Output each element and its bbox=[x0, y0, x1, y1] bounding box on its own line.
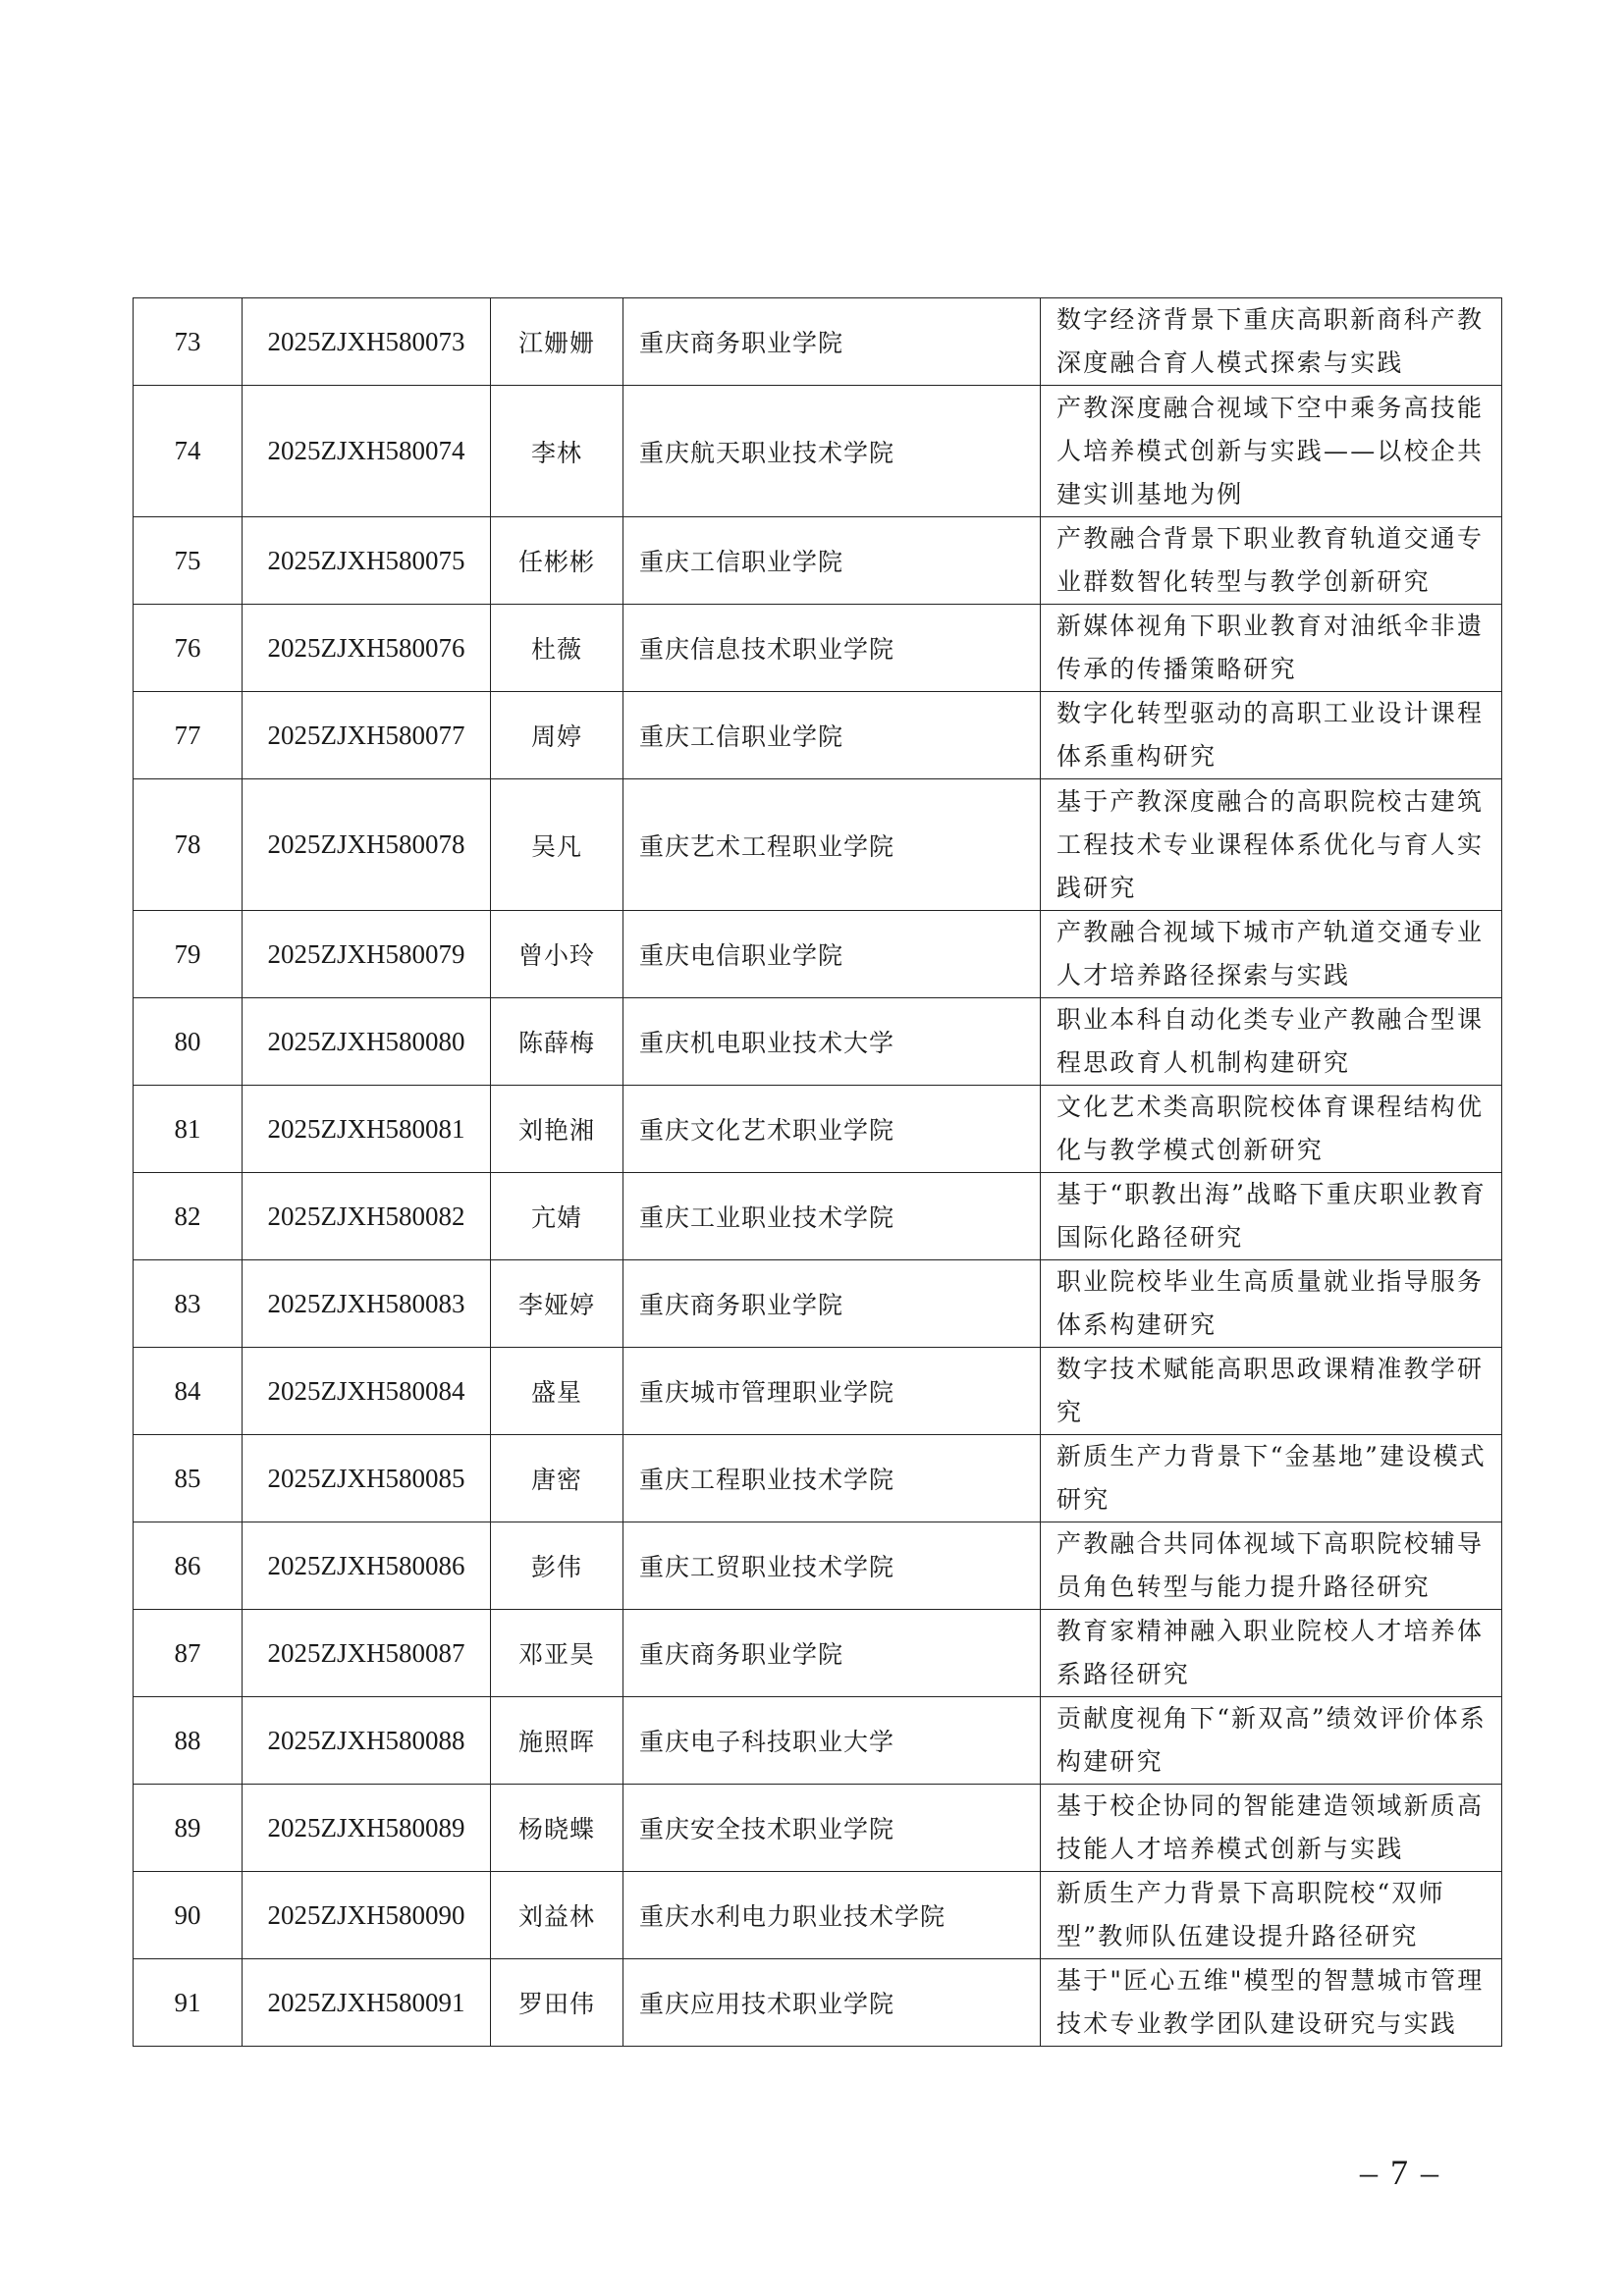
applicant-name-cell: 施照晖 bbox=[491, 1697, 623, 1785]
project-title-cell: 新质生产力背景下“金基地”建设模式研究 bbox=[1041, 1435, 1502, 1522]
row-index-cell: 78 bbox=[134, 779, 243, 911]
school-name-cell: 重庆文化艺术职业学院 bbox=[623, 1086, 1041, 1173]
applicant-name-cell: 刘益林 bbox=[491, 1872, 623, 1959]
table-body bbox=[134, 298, 1502, 2047]
row-index-cell: 73 bbox=[134, 298, 243, 386]
project-code-cell: 2025ZJXH580084 bbox=[243, 1348, 491, 1435]
project-title-cell: 基于校企协同的智能建造领域新质高技能人才培养模式创新与实践 bbox=[1041, 1785, 1502, 1872]
table-row bbox=[134, 605, 1502, 692]
applicant-name-cell: 江姗姗 bbox=[491, 298, 623, 386]
project-code-cell: 2025ZJXH580079 bbox=[243, 911, 491, 998]
project-title-cell: 基于“职教出海”战略下重庆职业教育国际化路径研究 bbox=[1041, 1173, 1502, 1260]
project-title-cell: 产教深度融合视域下空中乘务高技能人培养模式创新与实践——以校企共建实训基地为例 bbox=[1041, 386, 1502, 517]
project-code-cell: 2025ZJXH580087 bbox=[243, 1610, 491, 1697]
project-title-cell: 产教融合共同体视域下高职院校辅导员角色转型与能力提升路径研究 bbox=[1041, 1522, 1502, 1610]
applicant-name-cell: 李林 bbox=[491, 386, 623, 517]
row-index-cell: 79 bbox=[134, 911, 243, 998]
applicant-name-cell: 盛星 bbox=[491, 1348, 623, 1435]
project-code-cell: 2025ZJXH580089 bbox=[243, 1785, 491, 1872]
project-title-cell: 文化艺术类高职院校体育课程结构优化与教学模式创新研究 bbox=[1041, 1086, 1502, 1173]
school-name-cell: 重庆商务职业学院 bbox=[623, 1260, 1041, 1348]
project-code-cell: 2025ZJXH580090 bbox=[243, 1872, 491, 1959]
project-code-cell: 2025ZJXH580076 bbox=[243, 605, 491, 692]
table-row bbox=[134, 1435, 1502, 1522]
school-name-cell: 重庆工信职业学院 bbox=[623, 692, 1041, 779]
row-index-cell: 82 bbox=[134, 1173, 243, 1260]
school-name-cell: 重庆电信职业学院 bbox=[623, 911, 1041, 998]
project-title-cell: 产教融合视域下城市产轨道交通专业人才培养路径探索与实践 bbox=[1041, 911, 1502, 998]
table-row bbox=[134, 1610, 1502, 1697]
school-name-cell: 重庆电子科技职业大学 bbox=[623, 1697, 1041, 1785]
row-index-cell: 83 bbox=[134, 1260, 243, 1348]
applicant-name-cell: 杨晓蝶 bbox=[491, 1785, 623, 1872]
project-code-cell: 2025ZJXH580074 bbox=[243, 386, 491, 517]
school-name-cell: 重庆艺术工程职业学院 bbox=[623, 779, 1041, 911]
table-row bbox=[134, 1348, 1502, 1435]
school-name-cell: 重庆商务职业学院 bbox=[623, 298, 1041, 386]
school-name-cell: 重庆工贸职业技术学院 bbox=[623, 1522, 1041, 1610]
row-index-cell: 74 bbox=[134, 386, 243, 517]
row-index-cell: 81 bbox=[134, 1086, 243, 1173]
table-row bbox=[134, 779, 1502, 911]
school-name-cell: 重庆工信职业学院 bbox=[623, 517, 1041, 605]
page-number: – 7 – bbox=[1360, 2153, 1440, 2192]
applicant-name-cell: 任彬彬 bbox=[491, 517, 623, 605]
table-row bbox=[134, 998, 1502, 1086]
table-row bbox=[134, 911, 1502, 998]
project-code-cell: 2025ZJXH580088 bbox=[243, 1697, 491, 1785]
table-row bbox=[134, 1872, 1502, 1959]
project-title-cell: 贡献度视角下“新双高”绩效评价体系构建研究 bbox=[1041, 1697, 1502, 1785]
school-name-cell: 重庆商务职业学院 bbox=[623, 1610, 1041, 1697]
table-row bbox=[134, 298, 1502, 386]
project-code-cell: 2025ZJXH580086 bbox=[243, 1522, 491, 1610]
table-row bbox=[134, 1522, 1502, 1610]
row-index-cell: 89 bbox=[134, 1785, 243, 1872]
project-code-cell: 2025ZJXH580075 bbox=[243, 517, 491, 605]
project-title-cell: 职业院校毕业生高质量就业指导服务体系构建研究 bbox=[1041, 1260, 1502, 1348]
project-code-cell: 2025ZJXH580082 bbox=[243, 1173, 491, 1260]
row-index-cell: 86 bbox=[134, 1522, 243, 1610]
project-title-cell: 数字技术赋能高职思政课精准教学研究 bbox=[1041, 1348, 1502, 1435]
row-index-cell: 84 bbox=[134, 1348, 243, 1435]
table-row bbox=[134, 1086, 1502, 1173]
school-name-cell: 重庆工业职业技术学院 bbox=[623, 1173, 1041, 1260]
table-row bbox=[134, 1173, 1502, 1260]
school-name-cell: 重庆水利电力职业技术学院 bbox=[623, 1872, 1041, 1959]
project-title-cell: 职业本科自动化类专业产教融合型课程思政育人机制构建研究 bbox=[1041, 998, 1502, 1086]
table-row bbox=[134, 1785, 1502, 1872]
row-index-cell: 77 bbox=[134, 692, 243, 779]
school-name-cell: 重庆航天职业技术学院 bbox=[623, 386, 1041, 517]
school-name-cell: 重庆应用技术职业学院 bbox=[623, 1959, 1041, 2047]
table-row bbox=[134, 692, 1502, 779]
project-title-cell: 数字经济背景下重庆高职新商科产教深度融合育人模式探索与实践 bbox=[1041, 298, 1502, 386]
project-code-cell: 2025ZJXH580085 bbox=[243, 1435, 491, 1522]
project-title-cell: 基于产教深度融合的高职院校古建筑工程技术专业课程体系优化与育人实践研究 bbox=[1041, 779, 1502, 911]
project-code-cell: 2025ZJXH580091 bbox=[243, 1959, 491, 2047]
project-title-cell: 产教融合背景下职业教育轨道交通专业群数智化转型与教学创新研究 bbox=[1041, 517, 1502, 605]
project-code-cell: 2025ZJXH580077 bbox=[243, 692, 491, 779]
applicant-name-cell: 邓亚昊 bbox=[491, 1610, 623, 1697]
row-index-cell: 90 bbox=[134, 1872, 243, 1959]
applicant-name-cell: 周婷 bbox=[491, 692, 623, 779]
table-row bbox=[134, 386, 1502, 517]
school-name-cell: 重庆信息技术职业学院 bbox=[623, 605, 1041, 692]
row-index-cell: 75 bbox=[134, 517, 243, 605]
row-index-cell: 91 bbox=[134, 1959, 243, 2047]
school-name-cell: 重庆安全技术职业学院 bbox=[623, 1785, 1041, 1872]
applicant-name-cell: 唐密 bbox=[491, 1435, 623, 1522]
row-index-cell: 80 bbox=[134, 998, 243, 1086]
applicant-name-cell: 杜薇 bbox=[491, 605, 623, 692]
row-index-cell: 88 bbox=[134, 1697, 243, 1785]
project-list-table bbox=[133, 297, 1502, 2047]
row-index-cell: 85 bbox=[134, 1435, 243, 1522]
applicant-name-cell: 罗田伟 bbox=[491, 1959, 623, 2047]
applicant-name-cell: 彭伟 bbox=[491, 1522, 623, 1610]
table-row bbox=[134, 517, 1502, 605]
project-code-cell: 2025ZJXH580080 bbox=[243, 998, 491, 1086]
applicant-name-cell: 刘艳湘 bbox=[491, 1086, 623, 1173]
applicant-name-cell: 陈薛梅 bbox=[491, 998, 623, 1086]
project-title-cell: 教育家精神融入职业院校人才培养体系路径研究 bbox=[1041, 1610, 1502, 1697]
project-title-cell: 数字化转型驱动的高职工业设计课程体系重构研究 bbox=[1041, 692, 1502, 779]
project-code-cell: 2025ZJXH580083 bbox=[243, 1260, 491, 1348]
project-code-cell: 2025ZJXH580081 bbox=[243, 1086, 491, 1173]
project-code-cell: 2025ZJXH580078 bbox=[243, 779, 491, 911]
school-name-cell: 重庆工程职业技术学院 bbox=[623, 1435, 1041, 1522]
table-row bbox=[134, 1697, 1502, 1785]
project-title-cell: 新媒体视角下职业教育对油纸伞非遗传承的传播策略研究 bbox=[1041, 605, 1502, 692]
school-name-cell: 重庆城市管理职业学院 bbox=[623, 1348, 1041, 1435]
row-index-cell: 76 bbox=[134, 605, 243, 692]
project-title-cell: 基于"匠心五维"模型的智慧城市管理技术专业教学团队建设研究与实践 bbox=[1041, 1959, 1502, 2047]
applicant-name-cell: 亢婧 bbox=[491, 1173, 623, 1260]
project-code-cell: 2025ZJXH580073 bbox=[243, 298, 491, 386]
table-row bbox=[134, 1959, 1502, 2047]
row-index-cell: 87 bbox=[134, 1610, 243, 1697]
school-name-cell: 重庆机电职业技术大学 bbox=[623, 998, 1041, 1086]
table-row bbox=[134, 1260, 1502, 1348]
applicant-name-cell: 曾小玲 bbox=[491, 911, 623, 998]
applicant-name-cell: 李娅婷 bbox=[491, 1260, 623, 1348]
project-title-cell: 新质生产力背景下高职院校“双师型”教师队伍建设提升路径研究 bbox=[1041, 1872, 1502, 1959]
applicant-name-cell: 吴凡 bbox=[491, 779, 623, 911]
